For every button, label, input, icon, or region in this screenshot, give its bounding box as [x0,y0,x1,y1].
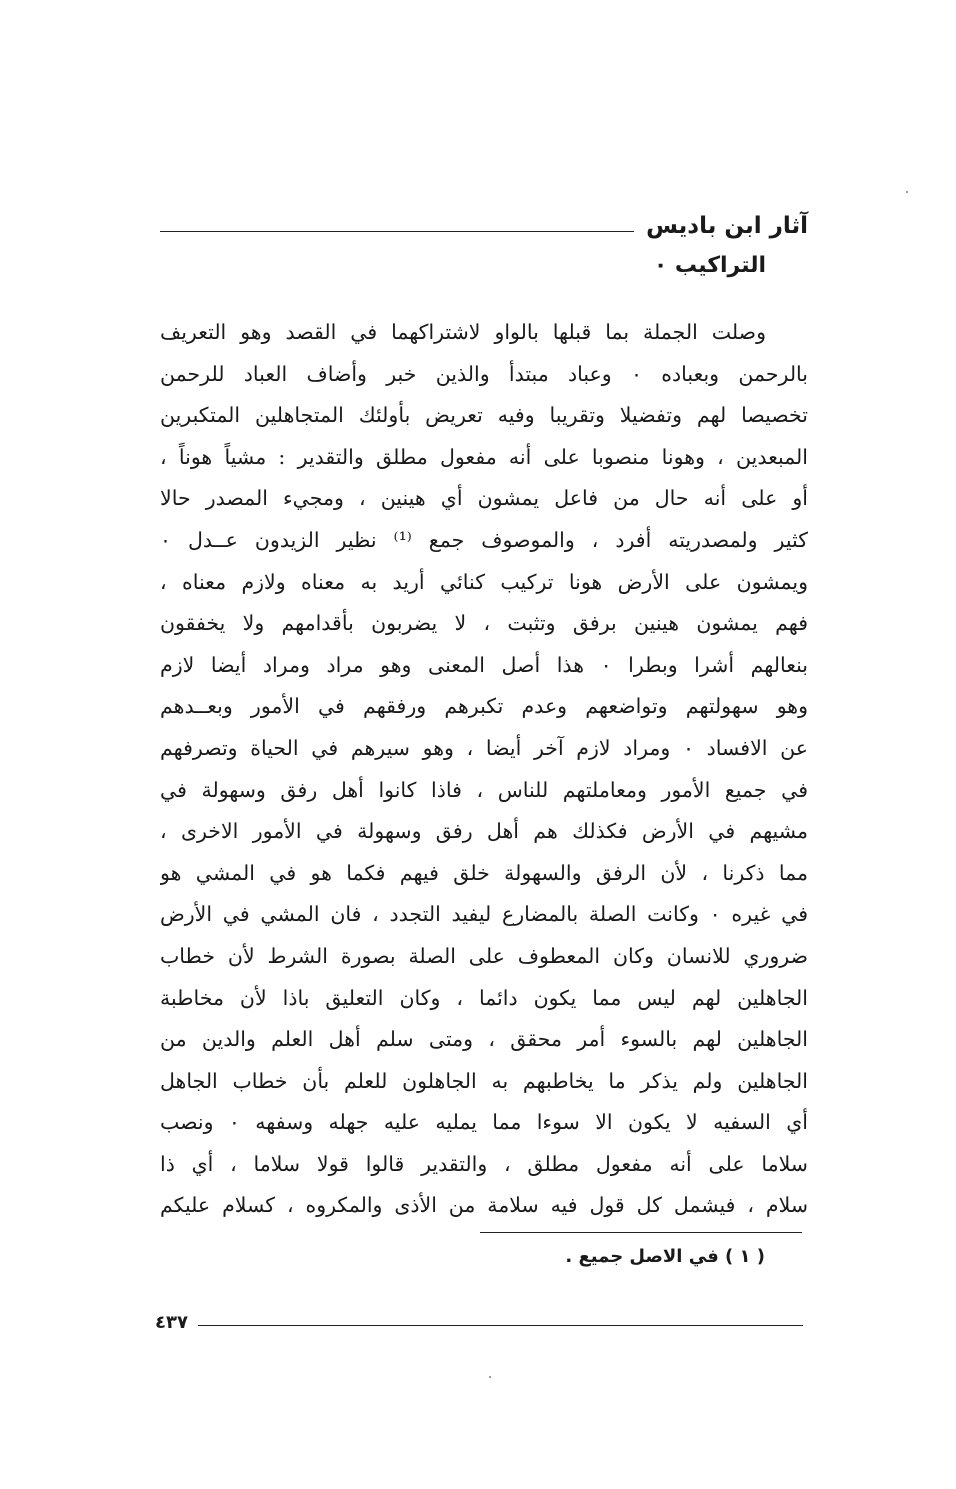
header-rule [160,231,634,232]
text-line: في جميع الأمور ومعاملتهم للناس ، فاذا كانوا أهل رفق وسهولة في [160,777,808,802]
text-line: سلاما على أنه مفعول مطلق ، والتقدير قالوا قولا سلاما ، أي ذا [160,1151,808,1176]
footnote-rule [480,1232,802,1233]
text-line: سلام ، فيشمل كل قول فيه سلامة من الأذى والمكروه ، كسلام عليكم [160,1193,808,1218]
page-number: ٤٣٧ [155,1312,188,1333]
scan-speck [489,1376,491,1378]
text-line: الجاهلين لهم بالسوء أمر محقق ، ومتى سلم أهل العلم والدين من [160,1027,808,1052]
text-line: أو على أنه حال من فاعل يمشون أي هينين ، ومجيء المصدر حالا [160,486,808,511]
text-line: ضروري للانسان وكان المعطوف على الصلة بصورة الشرط لأن خطاب [160,943,808,968]
text-line: مما ذكرنا ، لأن الرفق والسهولة خلق فيهم فكما هو في المشي هو [160,860,808,885]
text-line: وهو سهولتهم وتواضعهم وعدم تكبرهم ورفقهم في الأمور وبعــدهم [160,694,808,719]
footnote: ( ١ ) في الاصل جميع . [565,1246,765,1267]
text-line: الجاهلين لهم ليس مما يكون دائما ، وكان التعليق باذا لأن مخاطبة [160,985,808,1010]
text-line: وصلت الجملة بما قبلها بالواو لاشتراكهما في القصد وهو التعريف [160,320,766,344]
text-line: تخصيصا لهم وتفضيلا وتقريبا وفيه تعريض بأولئك المتجاهلين المتكبرين [160,403,808,428]
running-header [160,198,808,238]
text-line: المبعدين ، وهونا منصوبا على أنه مفعول مطلق والتقدير : مشياً هوناً ، [160,444,808,469]
running-title: آثار ابن باديس [646,213,808,239]
text-line: عن الافساد ٠ ومراد لازم آخر أيضا ، وهو سيرهم في الحياة وتصرفهم [160,735,808,760]
text-line: فهم يمشون هينين برفق وتثبت ، لا يضربون بأقدامهم ولا يخفقون [160,611,808,636]
text-line: بنعالهم أشرا وبطرا ٠ هذا أصل المعنى وهو مراد ومراد أيضا لازم [160,652,808,677]
text-line: أي السفيه لا يكون الا سوءا مما يمليه عليه جهله وسفهه ٠ ونصب [160,1110,808,1135]
text-line: في غيره ٠ وكانت الصلة بالمضارع ليفيد التجدد ، فان المشي في الأرض [160,902,808,927]
scan-speck [906,191,908,193]
text-line: ويمشون على الأرض هونا تركيب كنائي أريد به معناه ولازم معناه ، [160,569,808,594]
section-heading: التراكيب ٠ [653,253,766,278]
text-line: بالرحمن وبعباده ٠ وعباد مبتدأ والذين خبر وأضاف العباد للرحمن [160,361,808,386]
text-line: مشيهم في الأرض فكذلك هم أهل رفق وسهولة في الأمور الاخرى ، [160,819,808,844]
page-footer [155,1302,803,1332]
text-line: الجاهلين ولم يذكر ما يخاطبهم به الجاهلون للعلم بأن خطاب الجاهل [160,1068,808,1093]
text-line: كثير ولمصدريته أفرد ، والموصوف جمع ⁽¹⁾ نظير الزيدون عــدل ٠ [160,527,808,552]
body-text [160,312,808,1227]
footer-rule [198,1325,803,1326]
